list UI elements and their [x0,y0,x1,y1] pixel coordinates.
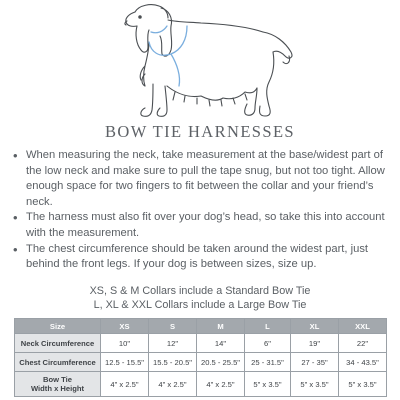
instruction-chest: • The chest circumference should be taken around the widest part, just behind the front legs. If your dog is between sizes, size up. [12,242,394,273]
header-m: M [197,319,245,334]
row-label-bow-tie [15,372,101,397]
size-chart-table [14,318,387,397]
measurement-instructions [12,148,394,273]
collar-note [0,284,400,313]
table-cell: 27 - 35" [291,353,339,372]
header-s: S [149,319,197,334]
table-row [15,353,387,372]
instruction-neck: • When measuring the neck, take measurement at the base/widest part of the low neck and make sure to pull the tape snug, but not too tight. Allow enough space for two fingers to fit between the collar and your friend’s neck. [12,148,394,210]
collar-note-standard: XS, S & M Collars include a Standard Bow Tie [89,285,311,297]
table-cell: 4" x 2.5" [197,372,245,397]
table-header-row [15,319,387,334]
table-row [15,372,387,397]
table-cell: 20.5 - 25.5" [197,353,245,372]
header-xxl: XXL [339,319,387,334]
instruction-head: • The harness must also fit over your dog’s head, so take this into account with the measurement. [12,210,394,241]
header-xs: XS [101,319,149,334]
table-cell: 6" [245,334,291,353]
table-cell: 15.5 - 20.5" [149,353,197,372]
table-cell: 4" x 2.5" [149,372,197,397]
table-cell: 14" [197,334,245,353]
collar-note-large: L, XL & XXL Collars include a Large Bow Tie [93,299,307,312]
header-size: Size [15,319,101,334]
header-l: L [245,319,291,334]
row-label-chest: Chest Circumference [15,353,101,372]
table-cell: 25 - 31.5" [245,353,291,372]
row-label-bow-tie-line1: Bow Tie [43,375,72,384]
dog-illustration [105,2,300,120]
table-cell: 22" [339,334,387,353]
table-cell: 5" x 3.5" [245,372,291,397]
table-cell: 5" x 3.5" [339,372,387,397]
table-cell: 5" x 3.5" [291,372,339,397]
table-cell: 4" x 2.5" [101,372,149,397]
row-label-neck: Neck Circumference [15,334,101,353]
page-title: BOW TIE HARNESSES [104,122,296,141]
header-xl: XL [291,319,339,334]
table-cell: 12" [149,334,197,353]
table-cell: 10" [101,334,149,353]
table-cell: 12.5 - 15.5" [101,353,149,372]
table-cell: 34 - 43.5" [339,353,387,372]
table-cell: 19" [291,334,339,353]
row-label-bow-tie-line2: Width x Height [30,384,85,393]
table-row [15,334,387,353]
